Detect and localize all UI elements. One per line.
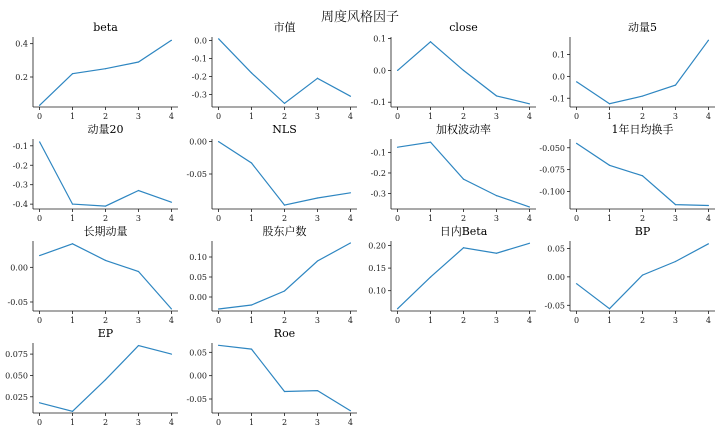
data-point [397, 70, 398, 71]
x-tick-label: 0 [216, 418, 222, 427]
x-tick-label: 1 [427, 112, 434, 121]
x-tick-label: 3 [493, 214, 500, 223]
subplot-title: Roe [273, 327, 296, 340]
series-line [398, 243, 530, 308]
series-line [40, 142, 172, 206]
x-tick-label: 4 [526, 214, 532, 223]
subplot-1 [192, 20, 357, 121]
data-point [463, 70, 464, 71]
data-point [576, 143, 577, 144]
data-point [609, 103, 610, 104]
series-line [40, 244, 172, 309]
data-point [708, 40, 709, 41]
data-point [317, 390, 318, 391]
data-point [251, 72, 252, 73]
data-point [105, 260, 106, 261]
y-tick-label: 0.00 [189, 137, 207, 147]
series-line [219, 39, 351, 104]
data-point [218, 308, 219, 309]
data-point [72, 411, 73, 412]
data-point [317, 78, 318, 79]
subplot-title: 动量20 [87, 123, 124, 136]
data-point [350, 192, 351, 193]
data-point [675, 261, 676, 262]
data-point [284, 391, 285, 392]
data-point [72, 204, 73, 205]
y-tick-label: -0.05 [186, 395, 207, 404]
x-tick-label: 1 [427, 214, 434, 223]
subplot-title: 市值 [273, 21, 296, 34]
subplot-title: 长期动量 [83, 225, 128, 238]
y-tick-label: 0.20 [368, 241, 386, 251]
x-tick-label: 2 [102, 316, 109, 325]
x-tick-label: 3 [135, 112, 142, 121]
x-tick-label: 4 [168, 418, 174, 427]
x-tick-label: 1 [248, 214, 255, 223]
x-tick-label: 2 [460, 214, 467, 223]
data-point [251, 304, 252, 305]
x-tick-label: 0 [395, 316, 401, 325]
data-point [39, 402, 40, 403]
x-tick-label: 1 [69, 316, 76, 325]
x-tick-label: 2 [281, 112, 288, 121]
y-tick-label: -0.2 [12, 161, 28, 171]
y-tick-label: 0.00 [10, 263, 28, 273]
y-tick-label: -0.1 [12, 141, 28, 151]
series-line [40, 40, 172, 105]
x-tick-label: 0 [216, 112, 222, 121]
y-tick-label: 0.1 [552, 50, 565, 60]
y-tick-label: 0.0 [194, 36, 207, 46]
data-point [350, 242, 351, 243]
subplot-title: EP [97, 327, 114, 340]
subplot-title: BP [634, 225, 651, 238]
data-point [529, 206, 530, 207]
x-tick-label: 3 [314, 112, 321, 121]
subplot-0 [15, 21, 178, 121]
subplot-4 [13, 122, 178, 223]
x-tick-label: 1 [69, 112, 76, 121]
subplot-title: close [449, 21, 478, 34]
data-point [105, 205, 106, 206]
data-point [675, 85, 676, 86]
data-point [138, 190, 139, 191]
x-tick-label: 0 [574, 112, 580, 121]
data-point [218, 345, 219, 346]
y-tick-label: -0.3 [191, 90, 207, 100]
y-tick-label: -0.2 [370, 168, 386, 178]
subplot-title: 1年日均换手 [611, 123, 674, 136]
data-point [138, 61, 139, 62]
x-tick-label: 1 [606, 214, 613, 223]
x-tick-label: 4 [168, 214, 174, 223]
y-tick-label: 0.1 [373, 34, 386, 44]
x-tick-label: 4 [705, 112, 711, 121]
series-line [398, 142, 530, 207]
x-tick-label: 4 [168, 316, 174, 325]
series-line [219, 243, 351, 309]
x-tick-label: 4 [526, 112, 532, 121]
y-tick-label: 0.10 [368, 286, 386, 296]
x-tick-label: 0 [395, 112, 401, 121]
x-tick-label: 0 [574, 316, 580, 325]
data-point [609, 308, 610, 309]
x-tick-label: 4 [347, 418, 353, 427]
x-tick-label: 4 [347, 112, 353, 121]
x-tick-label: 2 [102, 112, 109, 121]
y-tick-label: 0.15 [368, 264, 386, 274]
subplot-10 [368, 224, 536, 325]
x-tick-label: 3 [672, 112, 679, 121]
series-line [219, 345, 351, 410]
data-point [529, 103, 530, 104]
data-point [138, 271, 139, 272]
data-point [576, 81, 577, 82]
y-tick-label: -0.100 [539, 187, 565, 197]
data-point [284, 103, 285, 104]
data-point [251, 162, 252, 163]
data-point [171, 202, 172, 203]
x-tick-label: 3 [493, 112, 500, 121]
x-tick-label: 2 [281, 214, 288, 223]
x-tick-label: 1 [606, 112, 613, 121]
y-tick-label: -0.1 [370, 98, 386, 108]
data-point [708, 205, 709, 206]
y-tick-label: -0.075 [539, 165, 565, 175]
y-tick-label: 0.4 [15, 39, 28, 49]
y-tick-label: 0.0 [552, 72, 565, 82]
data-point [218, 141, 219, 142]
subplot-title: 加权波动率 [436, 123, 491, 136]
data-point [72, 73, 73, 74]
x-tick-label: 2 [639, 316, 646, 325]
y-tick-label: -0.1 [370, 148, 386, 158]
x-tick-label: 2 [281, 418, 288, 427]
y-tick-label: -0.05 [7, 297, 28, 307]
x-tick-label: 4 [705, 316, 711, 325]
x-tick-label: 0 [37, 316, 43, 325]
y-tick-label: 0.075 [5, 350, 28, 360]
data-point [496, 253, 497, 254]
subplot-3 [550, 20, 715, 121]
x-tick-label: 3 [135, 316, 142, 325]
y-tick-label: 0.05 [547, 244, 565, 254]
data-point [251, 348, 252, 349]
subplot-title: beta [93, 21, 118, 34]
data-point [430, 41, 431, 42]
subplot-11 [544, 225, 715, 325]
x-tick-label: 3 [314, 316, 321, 325]
data-point [284, 205, 285, 206]
data-point [708, 243, 709, 244]
data-point [642, 95, 643, 96]
x-tick-label: 4 [526, 316, 532, 325]
y-tick-label: -0.1 [191, 54, 207, 64]
x-tick-label: 0 [574, 214, 580, 223]
data-point [39, 141, 40, 142]
series-line [577, 143, 709, 205]
y-tick-label: 0.00 [189, 371, 207, 381]
y-tick-label: 0.2 [15, 73, 28, 82]
x-tick-label: 1 [248, 316, 255, 325]
subplot-6 [371, 122, 536, 223]
x-tick-label: 0 [37, 112, 43, 121]
data-point [72, 243, 73, 244]
x-tick-label: 0 [216, 214, 222, 223]
y-tick-label: -0.3 [370, 189, 386, 199]
y-tick-label: 0.00 [189, 293, 207, 302]
series-line [577, 40, 709, 103]
data-point [496, 195, 497, 196]
data-point [642, 275, 643, 276]
data-point [642, 175, 643, 176]
subplot-title: 日内Beta [439, 225, 488, 238]
subplot-title: 股东户数 [262, 225, 307, 238]
data-point [39, 255, 40, 256]
y-tick-label: 0.00 [547, 272, 565, 282]
data-point [430, 141, 431, 142]
y-tick-label: -0.05 [186, 170, 207, 179]
x-tick-label: 3 [493, 316, 500, 325]
x-tick-label: 4 [347, 214, 353, 223]
y-tick-label: -0.2 [191, 72, 207, 82]
x-tick-label: 2 [460, 316, 467, 325]
subplot-5 [186, 123, 357, 223]
y-tick-label: -0.3 [12, 180, 28, 190]
x-tick-label: 3 [672, 214, 679, 223]
data-point [463, 179, 464, 180]
x-tick-label: 2 [281, 316, 288, 325]
x-tick-label: 2 [639, 214, 646, 223]
y-tick-label: 0.025 [5, 392, 28, 402]
y-tick-label: 0.050 [5, 371, 28, 381]
y-tick-label: 0.10 [189, 253, 207, 262]
data-point [350, 410, 351, 411]
series-line [577, 244, 709, 309]
data-point [317, 197, 318, 198]
y-tick-label: -0.1 [549, 94, 565, 104]
data-point [171, 308, 172, 309]
y-tick-label: -0.4 [12, 200, 28, 210]
data-point [609, 165, 610, 166]
x-tick-label: 0 [216, 316, 222, 325]
series-line [398, 42, 530, 104]
y-tick-label: 0.05 [189, 273, 207, 282]
subplot-2 [371, 21, 536, 121]
x-tick-label: 3 [314, 418, 321, 427]
x-tick-label: 0 [395, 214, 401, 223]
subplot-8 [7, 224, 178, 325]
data-point [397, 308, 398, 309]
x-tick-label: 3 [135, 214, 142, 223]
data-point [397, 147, 398, 148]
x-tick-label: 3 [314, 214, 321, 223]
subplot-7 [539, 122, 715, 223]
data-point [218, 38, 219, 39]
data-point [105, 379, 106, 380]
data-point [496, 95, 497, 96]
x-tick-label: 1 [606, 316, 613, 325]
x-tick-label: 1 [69, 214, 76, 223]
data-point [171, 353, 172, 354]
series-line [219, 142, 351, 206]
data-point [529, 243, 530, 244]
data-point [105, 68, 106, 69]
data-point [138, 345, 139, 346]
subplot-13 [186, 327, 357, 427]
y-tick-label: 0.0 [373, 66, 386, 76]
data-point [39, 105, 40, 106]
subplot-12 [5, 327, 178, 427]
subplot-9 [189, 224, 357, 325]
y-tick-label: -0.050 [539, 143, 565, 153]
x-tick-label: 0 [37, 214, 43, 223]
x-tick-label: 2 [639, 112, 646, 121]
figure-title: 周度风格因子 [320, 10, 399, 25]
subplot-title: 动量5 [628, 21, 657, 34]
data-point [675, 204, 676, 205]
x-tick-label: 4 [705, 214, 711, 223]
data-point [430, 277, 431, 278]
x-tick-label: 3 [135, 418, 142, 427]
data-point [350, 96, 351, 97]
data-point [284, 290, 285, 291]
x-tick-label: 1 [248, 112, 255, 121]
y-tick-label: -0.05 [544, 301, 565, 311]
x-tick-label: 1 [69, 418, 76, 427]
x-tick-label: 2 [460, 112, 467, 121]
data-point [317, 260, 318, 261]
subplot-title: NLS [272, 123, 297, 136]
x-tick-label: 1 [427, 316, 434, 325]
x-tick-label: 3 [672, 316, 679, 325]
x-tick-label: 2 [102, 418, 109, 427]
x-tick-label: 1 [248, 418, 255, 427]
x-tick-label: 0 [37, 418, 43, 427]
data-point [171, 40, 172, 41]
x-tick-label: 4 [168, 112, 174, 121]
x-tick-label: 2 [102, 214, 109, 223]
y-tick-label: 0.05 [189, 348, 207, 358]
x-tick-label: 4 [347, 316, 353, 325]
data-point [576, 283, 577, 284]
series-line [40, 346, 172, 412]
data-point [463, 247, 464, 248]
